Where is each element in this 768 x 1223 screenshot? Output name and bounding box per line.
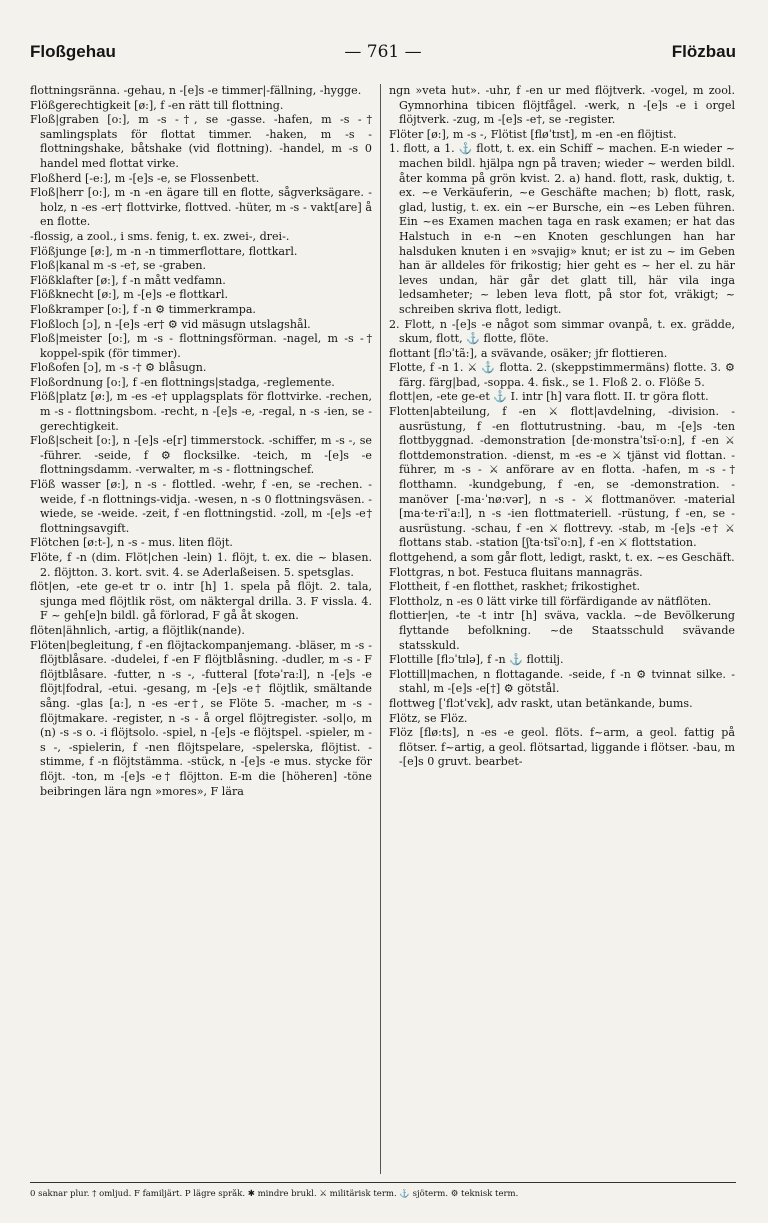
dictionary-entry: Flöte, f -n (dim. Flöt|chen -lein) 1. flöjt, t. ex. die ~ blasen. 2. flöjtton. 3. kort. svit. 4. se Aderlaßeisen. 5. spetsglas. xyxy=(30,551,372,579)
dictionary-entry: flottgehend, a som går flott, ledigt, raskt, t. ex. ~es Geschäft. xyxy=(389,551,735,564)
dictionary-entry: Floßofen [ɔ], m -s -† ⚙ blåsugn. xyxy=(30,361,207,375)
page-header xyxy=(30,42,736,68)
dictionary-entry: Flotte, f -n 1. ⚔ ⚓ flotta. 2. (skeppstimmermäns) flotte. 3. ⚙ färg. färg|bad, -soppa. 4. fisk., se 1. Floß 2. o. Flöße 5. xyxy=(389,361,735,389)
dictionary-entry: Flößklafter [ø:], f -n mått vedfamn. xyxy=(30,273,226,287)
header-right-guideword: Flözbau xyxy=(671,42,736,61)
dictionary-entry: Flottille [flɔˈtɪlə], f -n ⚓ flottilj. xyxy=(389,653,564,667)
dictionary-entry: flottweg [ˈflɔtˈvɛk], adv raskt, utan betänkande, bums. xyxy=(389,696,693,710)
dictionary-entry: Floß|kanal m -s -e†, se -graben. xyxy=(30,259,207,273)
dictionary-entry: 1. flott, a 1. ⚓ flott, t. ex. ein Schiff ~ machen. E-n wieder ~ machen bildl. hjälpa ngn på traven; wieder ~ werden bildl. åter komma på grön kvist. 2. a) hand. flott, rask, duktig, t. ex. ~e Verkäuferin, ~e Geschäfte machen; b) flott, rask, glad, lustig, t. ex. ein ~er Bursche, ein ~es Leben führen. Ein ~es Examen machen taga en rask examen; er hat das Halstuch in e-n ~en Knoten geschlungen han har halsduken knuten i en »svajig» knut; er ist zu ~ im Geben han är alldeles för frikostig; hier geht es ~ her el. zu här leves undan, här går det glatt till, här vila inga ledsamheter; ~ leben leva flott, på stor fot, vräkigt; ~ schreiben skriva flott, ledigt. xyxy=(389,142,735,316)
abbreviation-legend: 0 saknar plur. † omljud. F familjärt. P lägre språk. ✱ mindre brukl. ⚔ militärisk term. ⚓ sjöterm. ⚙ teknisk term. xyxy=(30,1189,519,1199)
dictionary-entry: Flötchen [ø:t-], n -s - mus. liten flöjt. xyxy=(30,536,233,550)
dictionary-entry: flott|en, -ete ge-et ⚓ I. intr [h] vara flott. II. tr göra flott. xyxy=(389,390,709,404)
dictionary-entry: flottant [flɔˈtã:], a svävande, osäker; jfr flottieren. xyxy=(389,346,668,360)
dictionary-entry: Floßordnung [o:], f -en flottnings|stadga, -reglemente. xyxy=(30,375,335,389)
dictionary-entry: Flöß|platz [ø:], m -es -e† upplagsplats för flottvirke. -rechen, m -s - flottningsbom. -recht, n -[e]s -e, -regal, n -s -ien, se -gerechtigkeit. xyxy=(30,390,372,433)
dictionary-entry: Flottill|machen, n flottagande. -seide, f -n ⚙ tvinnat silke. -stahl, m -[e]s -e[†] ⚙ götstål. xyxy=(389,667,735,696)
dictionary-entry: flöt|en, -ete ge-et tr o. intr [h] 1. spela på flöjt. 2. tala, sjunga med flöjtlik röst, om näktergal drilla. 3. F vissla. 4. F ~ geh[e]n bildl. gå förlorad, F gå åt skogen. xyxy=(30,580,372,623)
dictionary-entry: ngn »veta hut». -uhr, f -en ur med flöjtverk. -vogel, m zool. Gymnorhina tibicen flöjtfågel. -werk, n -[e]s -e i orgel flöjtverk. -zug, m -[e]s -e†, se -register. xyxy=(389,84,735,127)
right-column xyxy=(389,84,735,1174)
dictionary-entry: Flottholz, n -es 0 lätt virke till förfärdigande av nätflöten. xyxy=(389,594,712,608)
column-divider xyxy=(380,84,381,1174)
dictionary-entry: Floßherd [-e:], m -[e]s -e, se Flossenbett. xyxy=(30,171,260,185)
dictionary-entry: -flossig, a zool., i sms. fenig, t. ex. zwei-, drei-. xyxy=(30,229,290,243)
dictionary-entry: Floßkramper [o:], f -n ⚙ timmerkrampa. xyxy=(30,302,256,316)
dictionary-entry: Flöß wasser [ø:], n -s - flottled. -wehr, f -en, se -rechen. -weide, f -n flottnings-vidja. -wesen, n -s 0 flottningsväsen. -wiede, se -weide. -zeit, f -en flottningstid. -zoll, m -[e]s -e† flottningsavgift. xyxy=(30,478,372,535)
footer-divider xyxy=(30,1182,736,1183)
dictionary-entry: Floß|graben [o:], m -s -†, se -gasse. -hafen, m -s -† samlingsplats för flottat timmer. -haken, m -s - flottningshake, båtshake (vid flottning). -handel, m -s 0 handel med flottat virke. xyxy=(30,113,372,170)
dictionary-entry: Flottheit, f -en flotthet, raskhet; frikostighet. xyxy=(389,580,641,594)
dictionary-entry: Floß|scheit [o:], n -[e]s -e[r] timmerstock. -schiffer, m -s -, se -führer. -seide, f ⚙ flocksilke. -teich, m -[e]s -e flottningsdamm. -verwalter, m -s - flottningschef. xyxy=(30,434,372,477)
dictionary-entry: Floß|meister [o:], m -s - flottningsförman. -nagel, m -s -† koppel-spik (för timmer). xyxy=(30,332,372,360)
dictionary-entry: Flöz [flø:ts], n -es -e geol. flöts. f~arm, a geol. fattig på flötser. f~artig, a geol. flötsartad, liggande i flötser. -bau, m -[e]s 0 gruvt. bearbet- xyxy=(389,726,735,769)
page-number: — 761 — xyxy=(344,42,422,62)
left-column xyxy=(30,84,372,1174)
dictionary-entry: Floß|herr [o:], m -n -en ägare till en flotte, sågverksägare. -holz, n -es -er† flottvirke, flottved. -hüter, m -s - vakt[are] å en flotte. xyxy=(30,186,372,229)
dictionary-entry: Flötz, se Flöz. xyxy=(389,711,468,725)
header-left-guideword: Floßgehau xyxy=(30,42,116,61)
dictionary-entry: Flöter [ø:], m -s -, Flötist [fløˈtɪst], m -en -en flöjtist. xyxy=(389,127,677,141)
dictionary-entry: Flößknecht [ø:], m -[e]s -e flottkarl. xyxy=(30,288,229,302)
dictionary-entry: Flößjunge [ø:], m -n -n timmerflottare, flottkarl. xyxy=(30,244,298,258)
dictionary-entry: flottningsränna. -gehau, n -[e]s -e timmer|-fällning, -hygge. xyxy=(30,84,362,97)
dictionary-entry: Flößgerechtigkeit [ø:], f -en rätt till flottning. xyxy=(30,98,284,112)
dictionary-entry: Flotten|abteilung, f -en ⚔ flott|avdelning, -division. -ausrüstung, f -en flottutrustning. -bau, m -[e]s -ten flottbyggnad. -demonstration [de·monstraˈtsĭ·o:n], f -en ⚔ flottdemonstration. -dienst, m -es -e ⚔ tjänst vid flottan. -führer, m -s - ⚔ anförare av en flotta. -hafen, m -s -† flotthamn. -kundgebung, f -en, se -demonstration. -manöver [-ma·ˈnø:vər], n -s - ⚔ flottmanöver. -material [ma·te·rĭˈa:l], n -s -ien flottmateriell. -rüstung, f -en, se -ausrüstung. -schau, f -en ⚔ flottrevy. -stab, m -[e]s -e† ⚔ flottans stab. -station [ʃta·tsĭˈo:n], f -en ⚔ flottstation. xyxy=(389,405,735,550)
dictionary-entry: Flöten|begleitung, f -en flöjtackompanjemang. -bläser, m -s - flöjtblåsare. -dudelei, f -en F flöjtblåsning. -dudler, m -s - F flöjtblåsare. -futter, n -s -, -futteral [fʊtəˈra:l], n -[e]s -e flöjt|fodral, -etui. -gesang, m -[e]s -e† flöjtlik, smältande sång. -glas [a:], n -es -er†, se Flöte 5. -macher, m -s - flöjtmakare. -register, n -s - å orgel flöjtregister. -sol|o, m (n) -s -s o. -i flöjtsolo. -spiel, n -[e]s -e flöjtspel. -spieler, m -s -, -spielerin, f -nen flöjtspelare, -spelerska, flöjtist. -stimme, f -n flöjtstämma. -stück, n -[e]s -e mus. stycke för flöjt. -ton, m -[e]s -e† flöjtton. E-m die [höheren] -töne beibringen lära ngn »mores», F lära xyxy=(30,638,372,798)
dictionary-entry: 2. Flott, n -[e]s -e något som simmar ovanpå, t. ex. grädde, skum, flott, ⚓ flotte, flöte. xyxy=(389,317,735,346)
dictionary-entry: flottier|en, -te -t intr [h] sväva, vackla. ~de Bevölkerung flyttande befolkning. ~de Staatsschuld svävande statsskuld. xyxy=(389,609,735,652)
dictionary-entry: flöten|ähnlich, -artig, a flöjtlik(nande). xyxy=(30,623,245,637)
dictionary-entry: Floßloch [ɔ], n -[e]s -er† ⚙ vid mäsugn utslagshål. xyxy=(30,317,311,331)
dictionary-entry: Flottgras, n bot. Festuca fluitans mannagräs. xyxy=(389,565,643,579)
